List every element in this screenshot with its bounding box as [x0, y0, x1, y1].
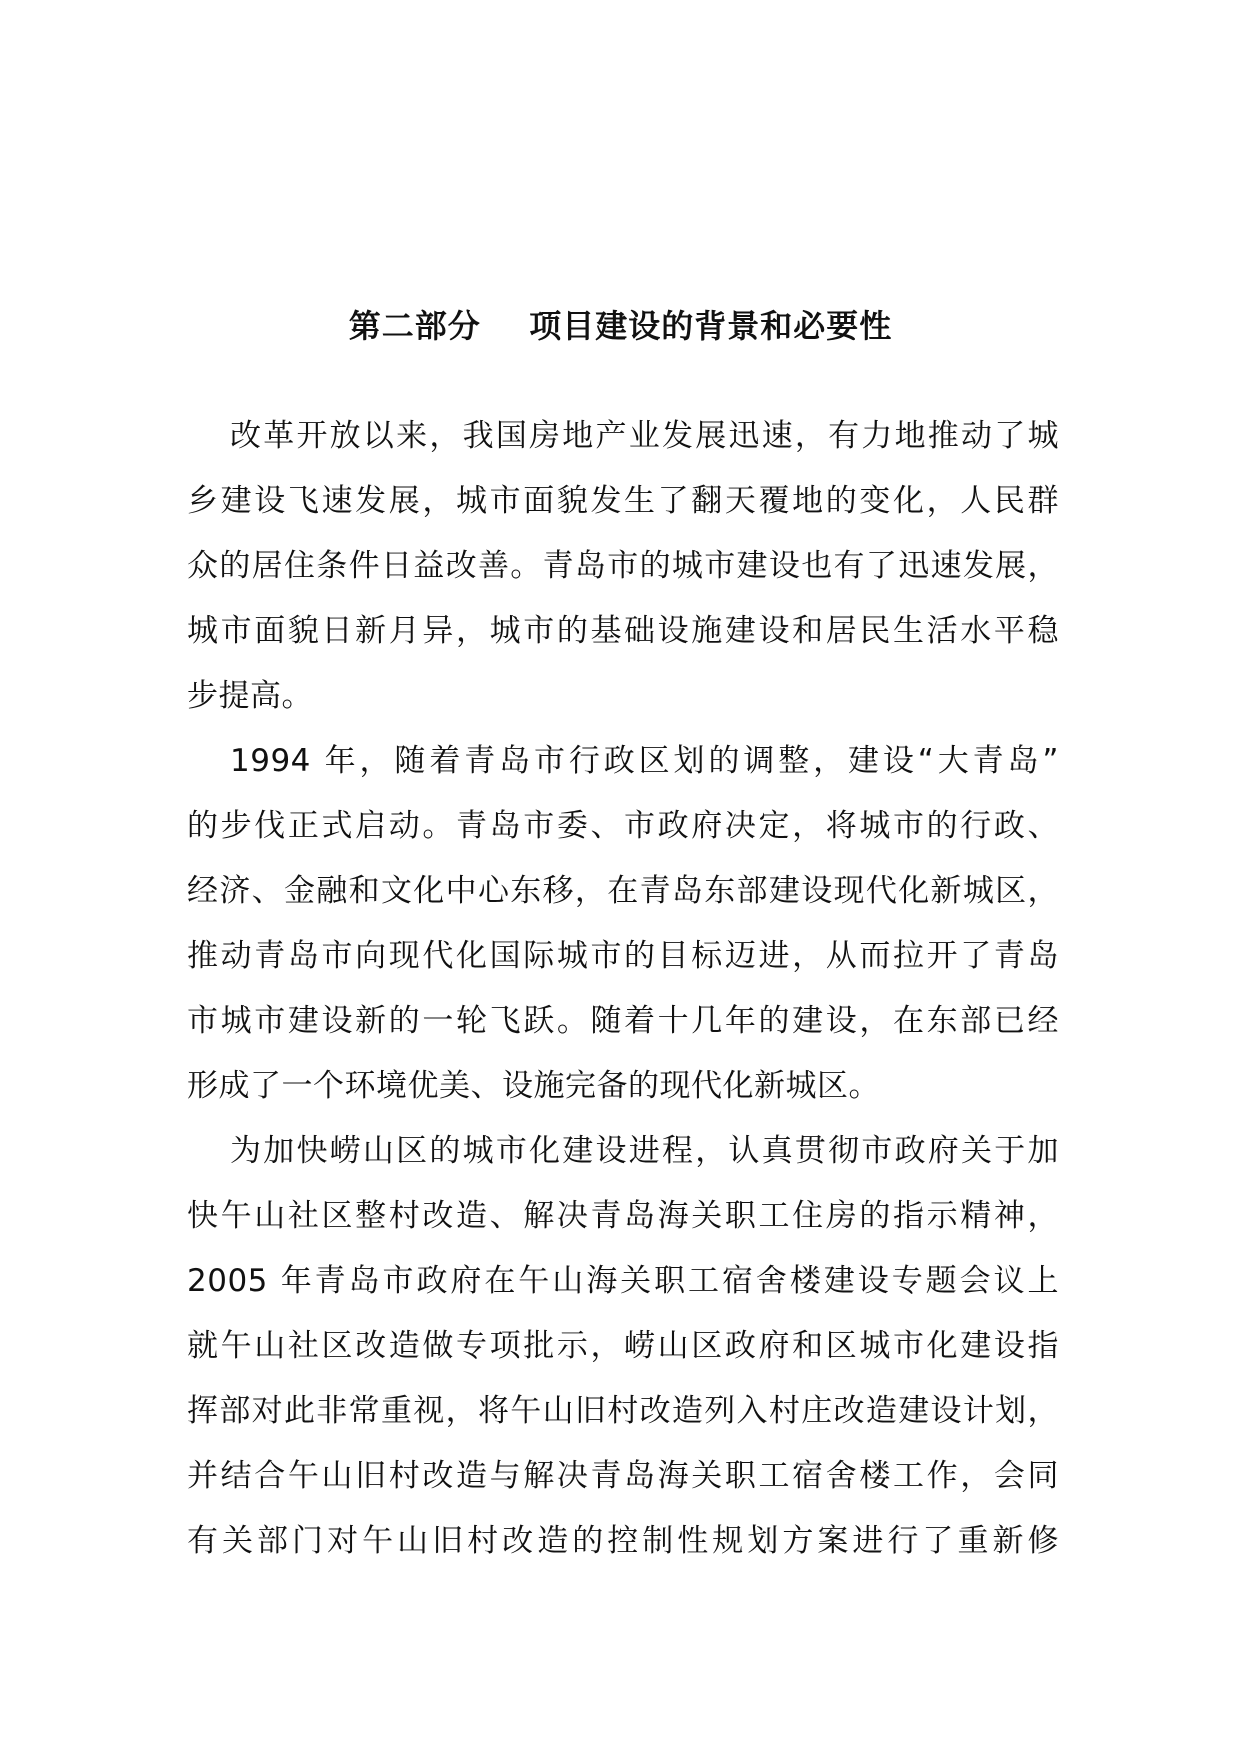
- text-line: 挥部对此非常重视，将午山旧村改造列入村庄改造建设计划，: [187, 1393, 1059, 1429]
- text-line: 就午山社区改造做专项批示，崂山区政府和区城市化建设指: [187, 1328, 1059, 1364]
- text-line: 众的居住条件日益改善。青岛市的城市建设也有了迅速发展，: [187, 548, 1059, 584]
- text-line: 1994 年，随着青岛市行政区划的调整，建设“大青岛”: [230, 743, 1059, 779]
- text-line: 推动青岛市向现代化国际城市的目标迈进，从而拉开了青岛: [187, 938, 1059, 974]
- paragraph-wushan-renovation: [187, 1119, 1059, 1574]
- text-line: 并结合午山旧村改造与解决青岛海关职工宿舍楼工作，会同: [187, 1458, 1059, 1494]
- text-line: 经济、金融和文化中心东移，在青岛东部建设现代化新城区，: [187, 873, 1059, 909]
- text-line: 城市面貌日新月异，城市的基础设施建设和居民生活水平稳: [187, 613, 1059, 649]
- paragraph-reform-background: [187, 404, 1059, 729]
- text-line: 形成了一个环境优美、设施完备的现代化新城区。: [187, 1068, 880, 1104]
- text-line: 为加快崂山区的城市化建设进程，认真贯彻市政府关于加: [230, 1133, 1059, 1169]
- text-line: 步提高。: [187, 678, 313, 714]
- body-text: [187, 404, 1059, 1574]
- paragraph-1994-planning: [187, 729, 1059, 1119]
- text-line: 乡建设飞速发展，城市面貌发生了翻天覆地的变化，人民群: [187, 483, 1059, 519]
- text-line: 改革开放以来，我国房地产业发展迅速，有力地推动了城: [230, 418, 1059, 454]
- text-line: 市城市建设新的一轮飞跃。随着十几年的建设，在东部已经: [187, 1003, 1059, 1039]
- text-line: 的步伐正式启动。青岛市委、市政府决定，将城市的行政、: [187, 808, 1059, 844]
- text-line: 快午山社区整村改造、解决青岛海关职工住房的指示精神，: [187, 1198, 1059, 1234]
- text-line: 有关部门对午山旧村改造的控制性规划方案进行了重新修: [187, 1523, 1059, 1559]
- text-line: 2005 年青岛市政府在午山海关职工宿舍楼建设专题会议上: [187, 1263, 1059, 1299]
- section-title: 第二部分 项目建设的背景和必要性: [348, 307, 893, 345]
